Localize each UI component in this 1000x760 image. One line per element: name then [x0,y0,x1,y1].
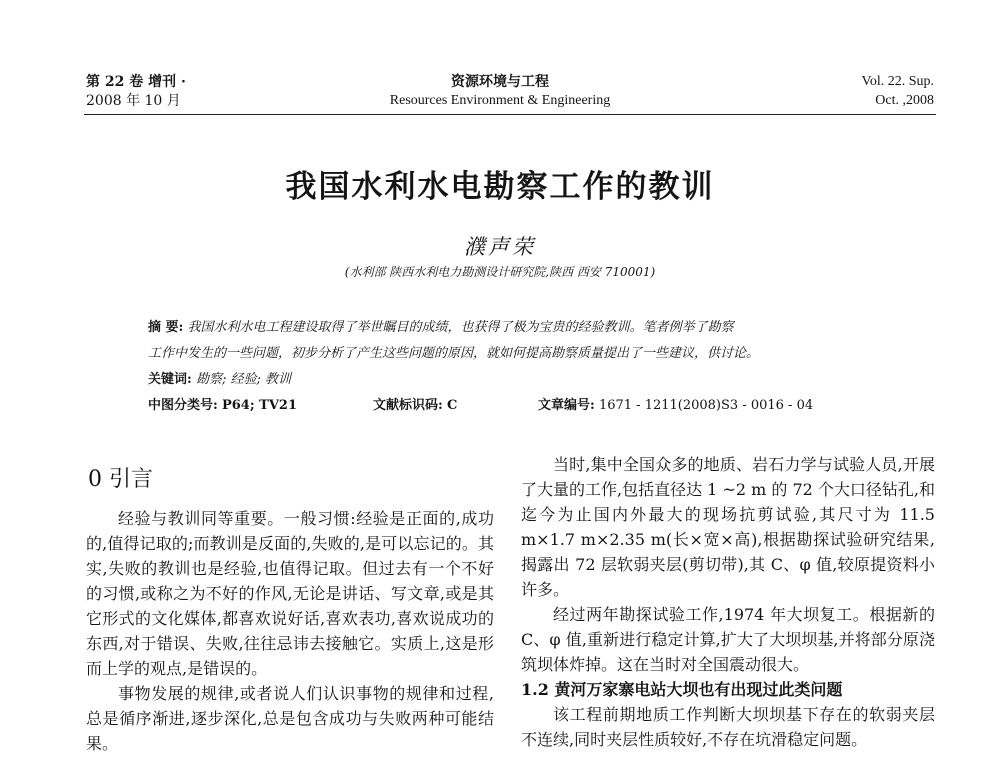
intro-paragraph-2: 事物发展的规律,或者说人们认识事物的规律和过程,总是循序渐进,逐步深化,总是包含成功与失败两种可能结果。 [86,684,494,753]
clc-code: P64; TV21 [221,398,297,413]
articleno-line [538,397,813,415]
right-paragraph-2: 经过两年勘探试验工作,1974 年大坝复工。根据新的 C、φ 值,重新进行稳定计算,扩大了大坝坝基,并将部分原浇筑坝体炸掉。这在当时对全国震动很大。 [521,605,935,674]
header-rule [84,114,936,115]
right-column [521,452,935,752]
keywords-text: 勘察; 经验; 教训 [195,372,291,387]
doccode-value: C [446,398,458,413]
author-affiliation: (水利部 陕西水利电力勘测设计研究院,陕西 西安 710001) [344,265,656,279]
article-title: 我国水利水电勘察工作的教训 [285,169,715,205]
header-volume: 第 22 卷 增刊 · [86,74,186,90]
header-volume-en: Vol. 22. Sup. [861,74,934,89]
keywords-line [148,371,291,389]
intro-paragraph-1: 经验与教训同等重要。一般习惯:经验是正面的,成功的,值得记取的;而教训是反面的,失败的,是可以忘记的。其实,失败的教训也是经验,也值得记取。但过去有一个不好的习惯,或称之为不好的作风,无论是讲话、写文章,或是其它形式的文化媒体,都喜欢说好话,喜欢表功,喜欢说成功的东西,对于错误、失败,往往忌讳去接触它。实质上,这是形而上学的观点,是错误的。 [86,509,494,678]
header-journal-cn: 资源环境与工程 [451,74,549,90]
left-column [86,506,494,756]
section-heading-introduction: 0 引言 [88,467,153,492]
doccode-label: 文献标识码: [373,398,443,413]
header-journal-en: Resources Environment & Engineering [389,93,611,108]
right-paragraph-1: 当时,集中全国众多的地质、岩石力学与试验人员,开展了大量的工作,包括直径达 1 ~2 m 的 72 个大口径钻孔,和迄今为止国内外最大的现场抗剪试验,其尺寸为 11.5 m×1.7 m×2.35 m(长×宽×高),根据勘探试验研究结果,揭露出 72 层软弱夹层(剪切带),其 C、φ 值,较原提资料小许多。 [521,455,935,599]
abstract-line-2 [148,345,759,363]
right-paragraph-3: 该工程前期地质工作判断大坝坝基下存在的软弱夹层不连续,同时夹层性质较好,不存在坑滑稳定问题。 [521,705,935,749]
header-date-en: Oct. ,2008 [875,93,934,108]
header-date: 2008 年 10 月 [86,93,181,109]
abstract-line-1 [148,319,733,337]
abstract-text-2: 工作中发生的一些问题，初步分析了产生这些问题的原因，就如何提高勘察质量提出了一些建议，供讨论。 [148,346,760,361]
doccode-line [373,397,457,415]
abstract-text-1: 我国水利水电工程建设取得了举世瞩目的成绩，也获得了极为宝贵的经验教训。笔者例举了勘察 [187,320,734,335]
keywords-label: 关键词: [148,372,192,387]
articleno-label: 文章编号: [538,398,595,413]
subsection-heading-1-2: 1.2 黄河万家寨电站大坝也有出现过此类问题 [521,680,843,699]
abstract-label: 摘 要: [148,320,184,335]
clc-line [148,397,297,415]
clc-label: 中图分类号: [148,398,218,413]
articleno-value: 1671 - 1211(2008)S3 - 0016 - 04 [598,398,814,413]
author-name: 濮声荣 [464,235,536,259]
